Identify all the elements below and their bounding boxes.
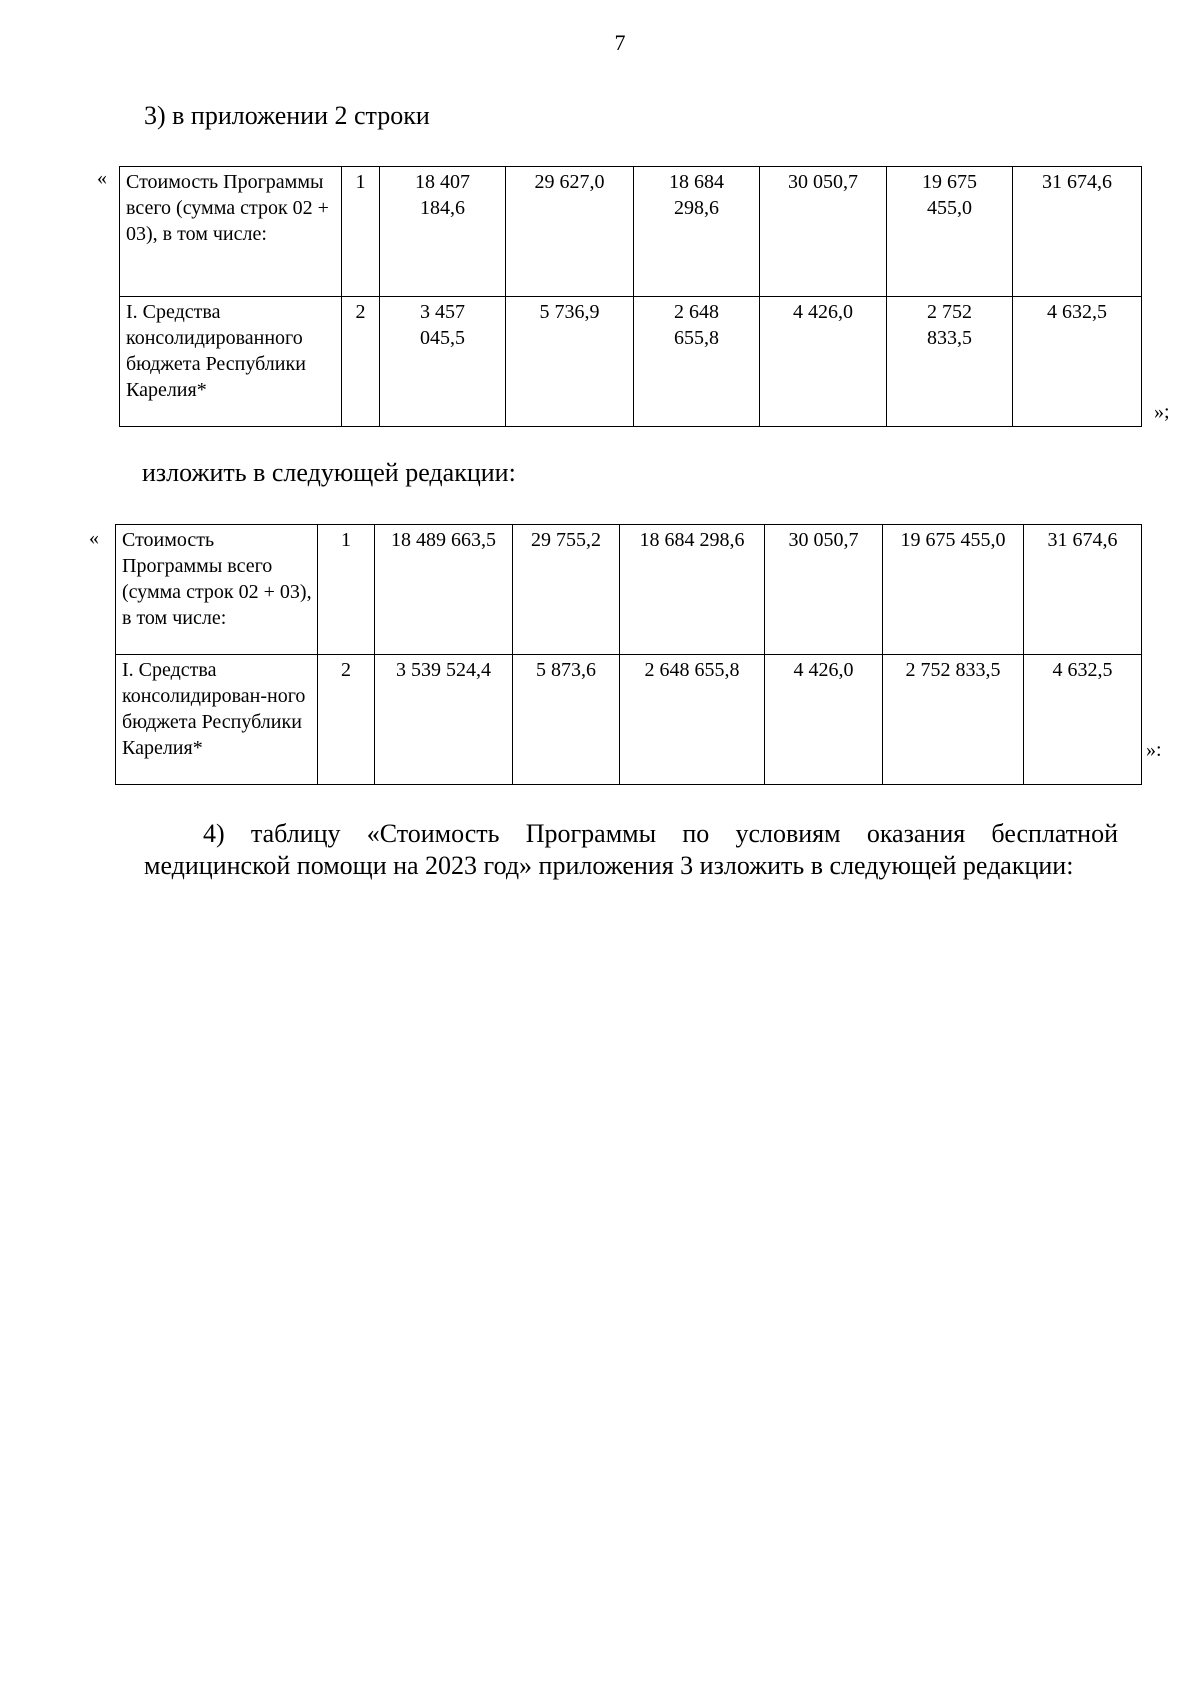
quote-open-old: « xyxy=(97,167,107,189)
value-cell: 18 407 184,6 xyxy=(380,167,506,297)
value-cell: 2 752 833,5 xyxy=(887,297,1013,427)
value-cell: 5 873,6 xyxy=(513,655,620,785)
row-code: 1 xyxy=(342,167,380,297)
value-cell: 3 539 524,4 xyxy=(375,655,513,785)
value-cell: 4 632,5 xyxy=(1024,655,1142,785)
value-cell: 3 457 045,5 xyxy=(380,297,506,427)
value-cell: 2 752 833,5 xyxy=(883,655,1024,785)
table-old-row-total xyxy=(120,167,1142,297)
table-new-row-total xyxy=(116,525,1142,655)
value-cell: 4 426,0 xyxy=(765,655,883,785)
value-cell: 18 684 298,6 xyxy=(634,167,760,297)
row-code: 2 xyxy=(342,297,380,427)
value-cell: 29 627,0 xyxy=(506,167,634,297)
value-cell: 18 684 298,6 xyxy=(620,525,765,655)
table-old-row-budget xyxy=(120,297,1142,427)
row-code: 1 xyxy=(318,525,375,655)
quote-close-new: »: xyxy=(1146,739,1162,761)
quote-open-new: « xyxy=(89,527,99,549)
section3-intro: 3) в приложении 2 строки xyxy=(144,101,430,130)
value-cell: 2 648 655,8 xyxy=(634,297,760,427)
value-cell: 30 050,7 xyxy=(765,525,883,655)
table-new-row-budget xyxy=(116,655,1142,785)
value-cell: 19 675 455,0 xyxy=(883,525,1024,655)
value-cell: 2 648 655,8 xyxy=(620,655,765,785)
replace-intro: изложить в следующей редакции: xyxy=(142,458,516,487)
table-old xyxy=(119,166,1142,427)
value-cell: 4 426,0 xyxy=(760,297,887,427)
value-cell: 29 755,2 xyxy=(513,525,620,655)
value-cell: 18 489 663,5 xyxy=(375,525,513,655)
value-cell: 19 675 455,0 xyxy=(887,167,1013,297)
page-number: 7 xyxy=(614,30,626,55)
row-label: I. Средства консолидированного бюджета Республики Карелия* xyxy=(120,297,342,427)
value-cell: 5 736,9 xyxy=(506,297,634,427)
row-code: 2 xyxy=(318,655,375,785)
value-cell: 31 674,6 xyxy=(1013,167,1142,297)
row-label: Стоимость Программы всего (сумма строк 02 + 03), в том числе: xyxy=(120,167,342,297)
value-cell: 4 632,5 xyxy=(1013,297,1142,427)
value-cell: 31 674,6 xyxy=(1024,525,1142,655)
section4-paragraph: 4) таблицу «Стоимость Программы по условиям оказания бесплатной медицинской помощи на 2023 год» приложения 3 изложить в следующей редакции: xyxy=(144,819,1118,880)
table-new xyxy=(115,524,1142,785)
quote-close-old: »; xyxy=(1154,401,1170,423)
row-label: Стоимость Программы всего (сумма строк 02 + 03), в том числе: xyxy=(116,525,318,655)
value-cell: 30 050,7 xyxy=(760,167,887,297)
row-label: I. Средства консолидирован-ного бюджета Республики Карелия* xyxy=(116,655,318,785)
